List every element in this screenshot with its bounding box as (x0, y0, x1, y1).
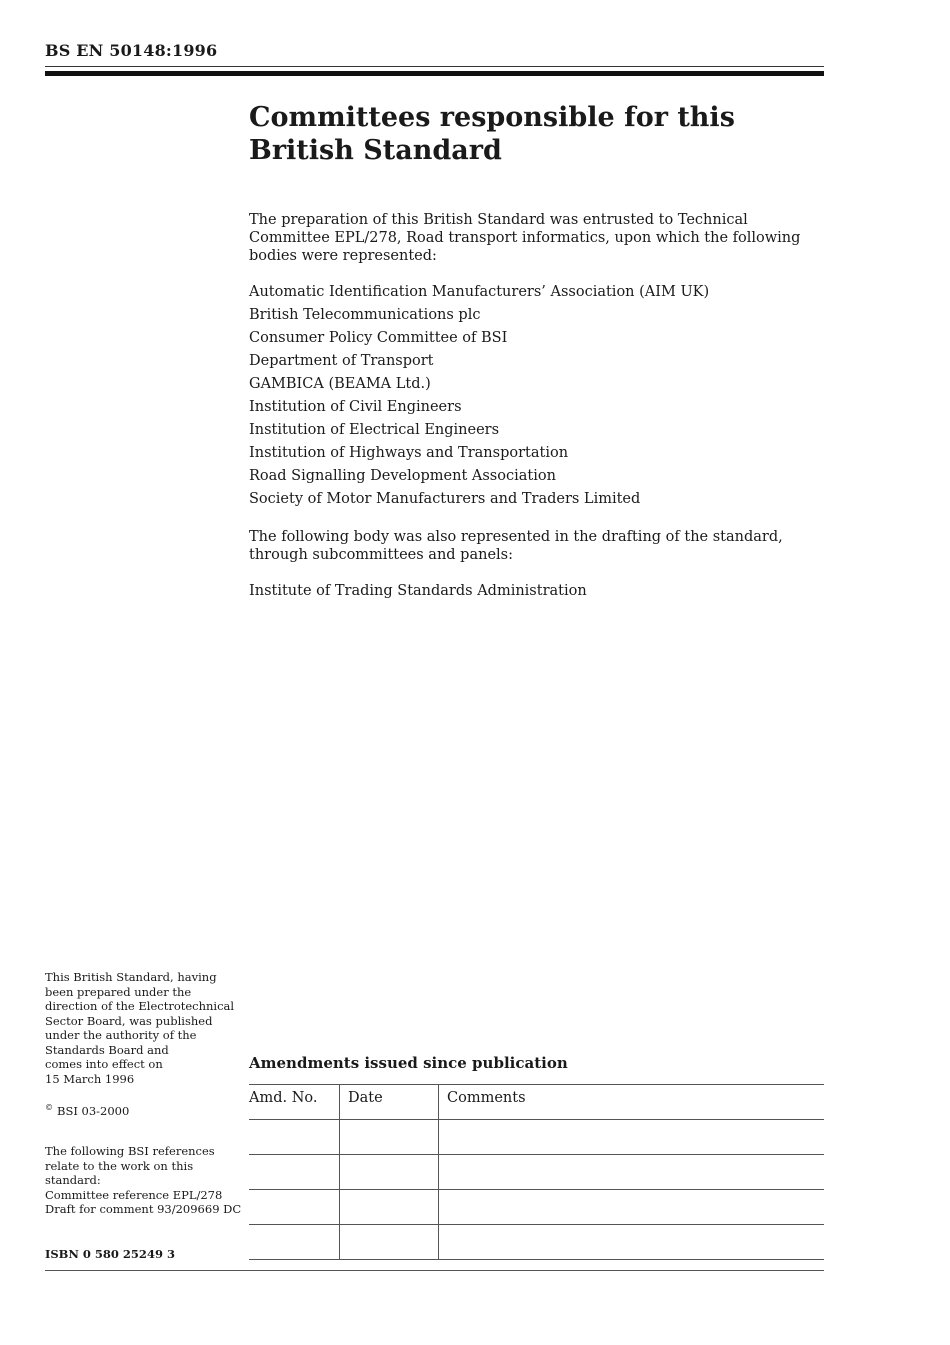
column-header-amd-no: Amd. No. (249, 1085, 340, 1120)
also-represented-list (249, 580, 824, 603)
list-item: British Telecommunications plc (249, 307, 481, 323)
publication-note-line: This British Standard, having (45, 970, 217, 984)
list-item: Institution of Civil Engineers (249, 399, 462, 415)
amendments-heading: Amendments issued since publication (249, 1054, 568, 1072)
column-header-date: Date (340, 1085, 439, 1120)
amendments-table (249, 1084, 824, 1260)
isbn: ISBN 0 580 25249 3 (45, 1247, 175, 1261)
table-cell (439, 1155, 825, 1190)
publication-note-line: 15 March 1996 (45, 1071, 135, 1086)
copyright-icon: © (45, 1103, 53, 1112)
table-row (249, 1155, 824, 1190)
publication-note-line: been prepared under the (45, 984, 192, 999)
also-represented-paragraph: The following body was also represented in the drafting of the standard, through subcommittees and panels: (249, 529, 783, 563)
publication-note-line: under the authority of the (45, 1028, 197, 1042)
table-header-row (249, 1085, 824, 1120)
publication-note-line: Standards Board and (45, 1042, 169, 1057)
list-item: Department of Transport (249, 353, 434, 369)
publication-note-line: Sector Board, was published (45, 1013, 213, 1028)
list-item: Automatic Identification Manufacturers’ Association (AIM UK) (249, 284, 710, 300)
title-line-2: British Standard (249, 135, 502, 166)
table-cell (439, 1190, 825, 1225)
table-cell (340, 1155, 439, 1190)
table-cell (340, 1190, 439, 1225)
footer-rule (45, 1270, 824, 1271)
publication-note (45, 970, 245, 1086)
list-item: Consumer Policy Committee of BSI (249, 330, 508, 346)
header-thick-rule (45, 71, 824, 76)
list-item: Institution of Electrical Engineers (249, 422, 500, 438)
table-cell (249, 1120, 340, 1155)
table-cell (340, 1225, 439, 1260)
table-row (249, 1120, 824, 1155)
table-row (249, 1225, 824, 1260)
bsi-references (45, 1144, 255, 1217)
table-cell (249, 1155, 340, 1190)
table-cell (439, 1120, 825, 1155)
table-cell (340, 1120, 439, 1155)
intro-paragraph: The preparation of this British Standard was entrusted to Technical Committee EPL/278, Road transport informatics, upon which the following bodies were represented: (249, 212, 801, 264)
list-item: Institute of Trading Standards Administration (249, 583, 587, 599)
reference-line: Draft for comment 93/209669 DC (45, 1202, 242, 1216)
table-row (249, 1190, 824, 1225)
page-title (249, 101, 824, 167)
publication-note-line: direction of the Electrotechnical (45, 999, 235, 1013)
table-cell (249, 1190, 340, 1225)
column-header-comments: Comments (439, 1085, 825, 1120)
list-item: Institution of Highways and Transportation (249, 445, 569, 461)
document-id: BS EN 50148:1996 (45, 41, 218, 60)
reference-line: relate to the work on this (45, 1158, 194, 1173)
copyright-text: BSI 03-2000 (57, 1103, 130, 1118)
committee-section (249, 211, 824, 620)
copyright-notice (45, 1101, 245, 1118)
reference-line: standard: (45, 1173, 101, 1187)
title-line-1: Committees responsible for this (249, 102, 735, 133)
list-item: GAMBICA (BEAMA Ltd.) (249, 376, 431, 392)
publication-note-line: comes into effect on (45, 1057, 163, 1071)
header-thin-rule (45, 66, 824, 67)
represented-bodies-list (249, 281, 824, 511)
table-cell (439, 1225, 825, 1260)
list-item: Society of Motor Manufacturers and Traders Limited (249, 491, 641, 507)
reference-line: Committee reference EPL/278 (45, 1187, 223, 1202)
reference-line: The following BSI references (45, 1144, 215, 1158)
list-item: Road Signalling Development Association (249, 468, 556, 484)
table-cell (249, 1225, 340, 1260)
